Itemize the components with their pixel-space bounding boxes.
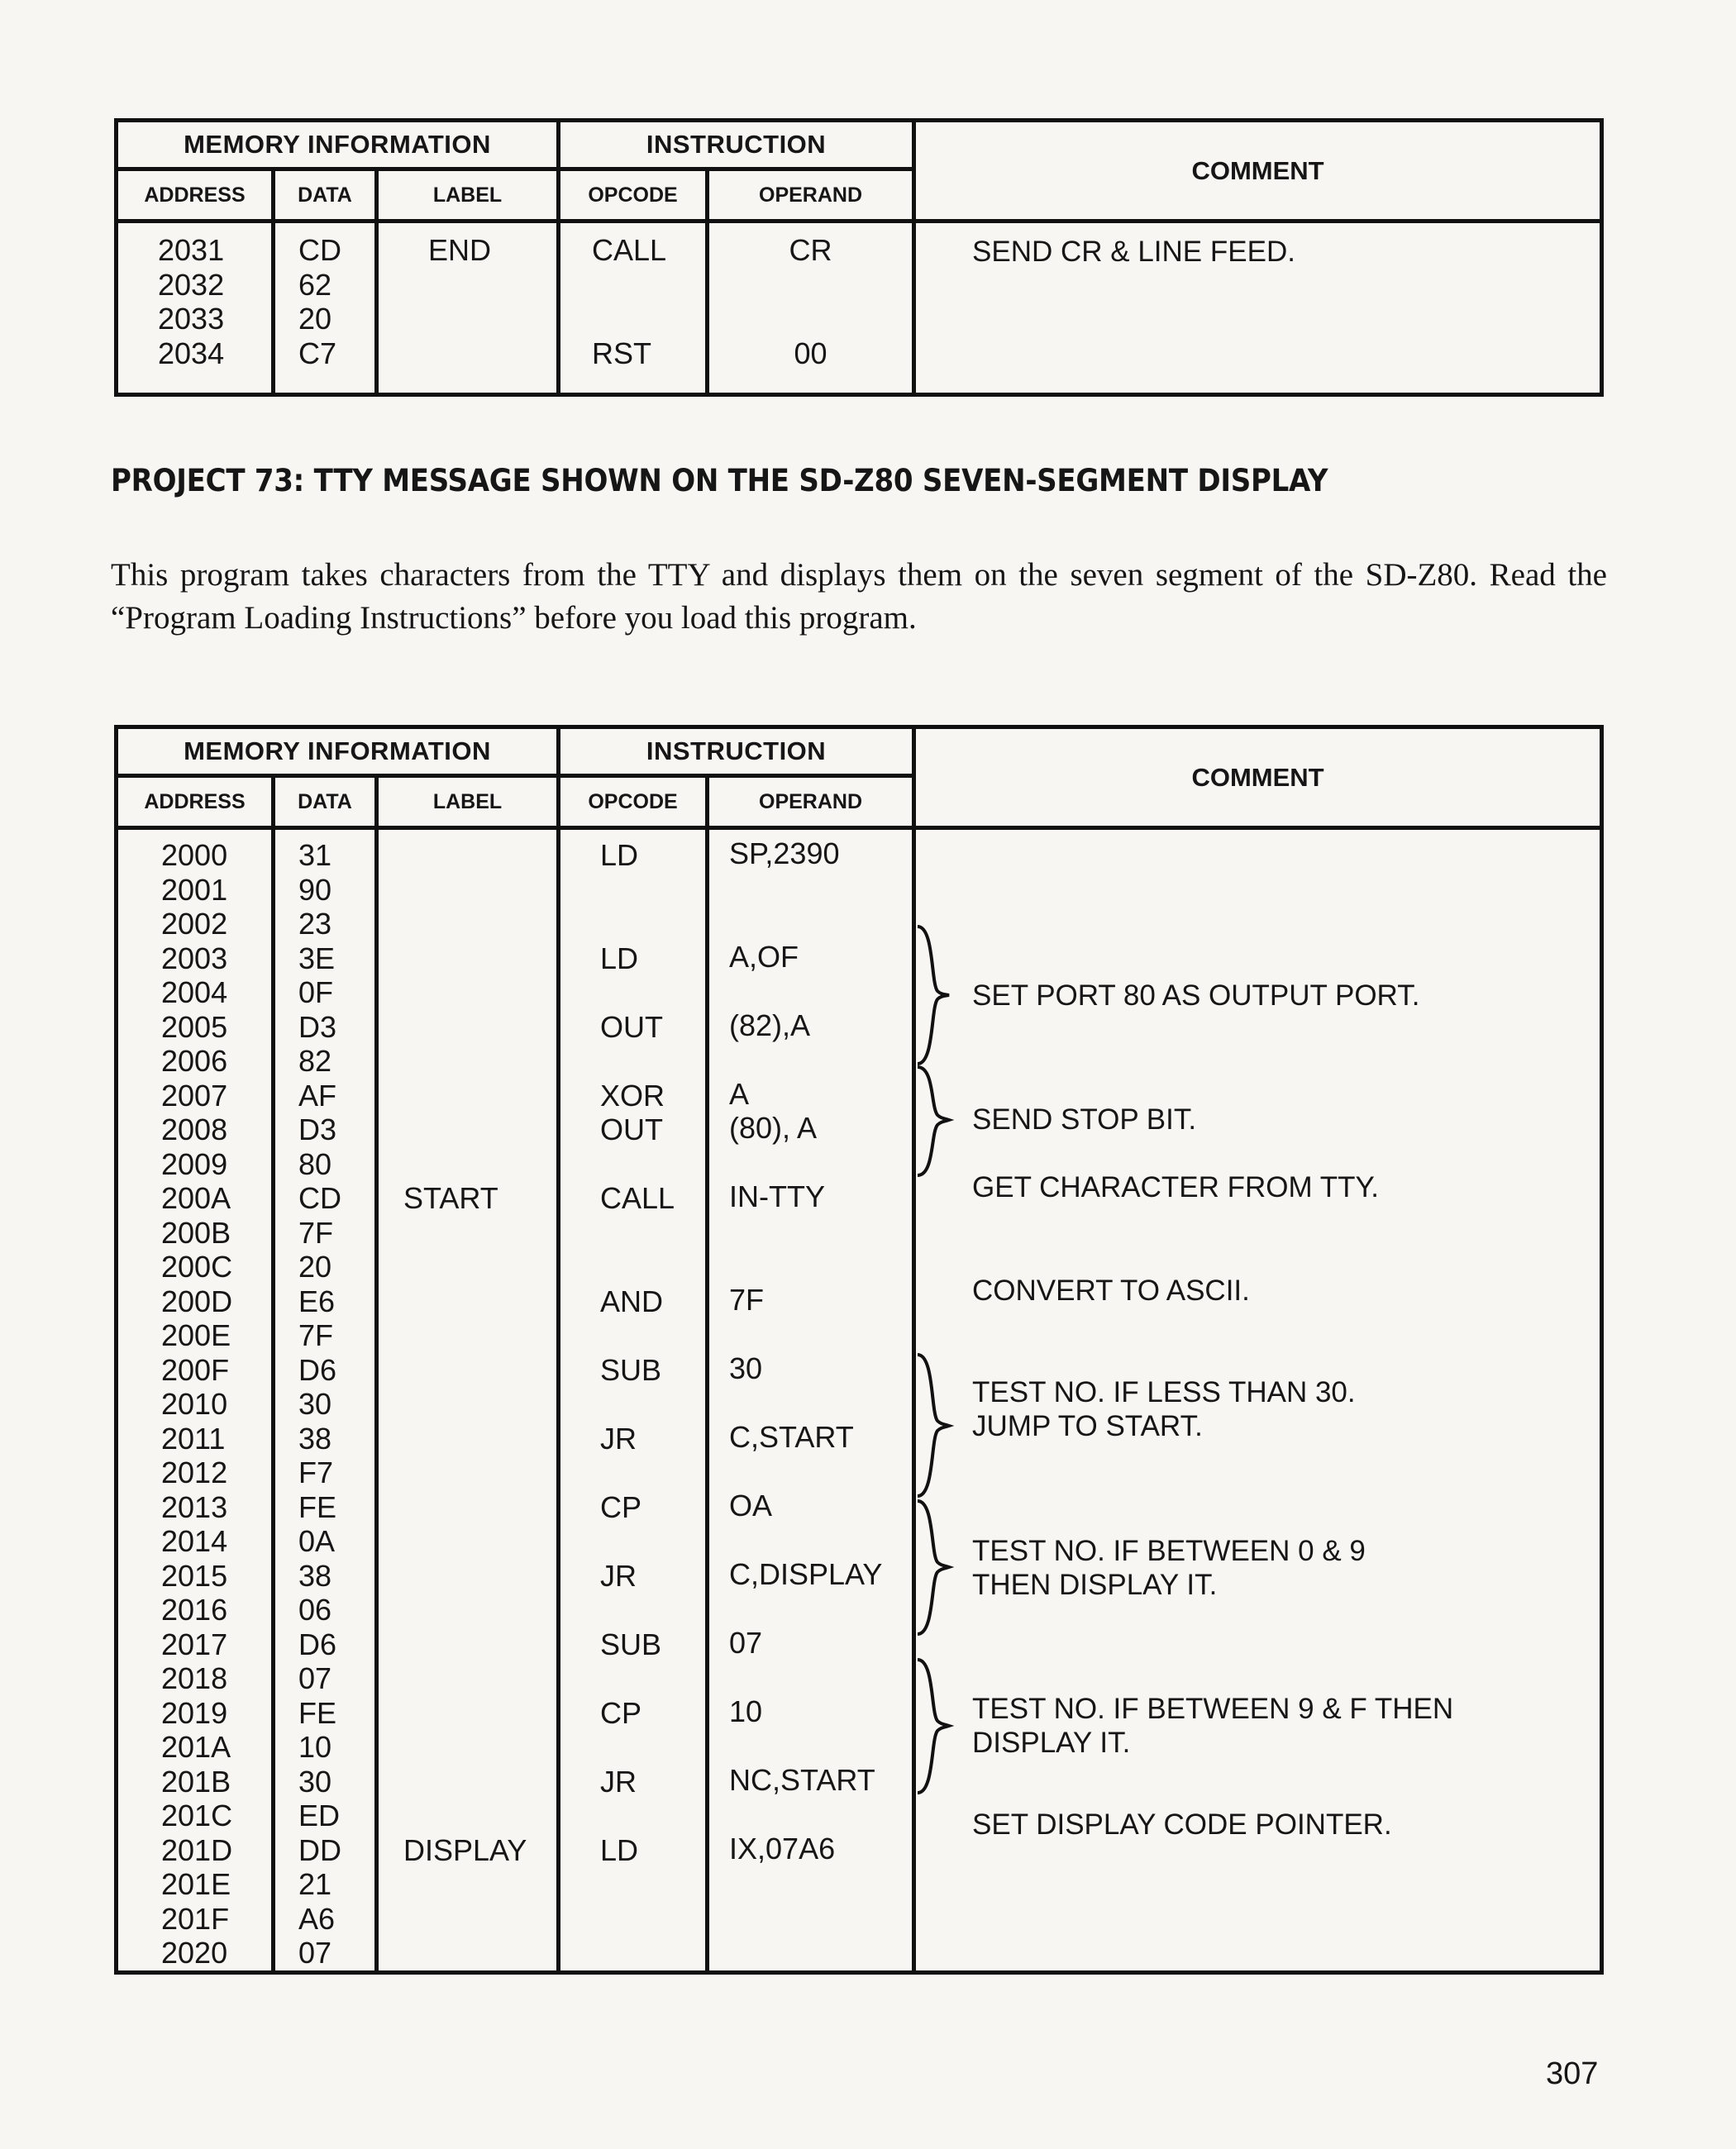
page-number: 307 [1546, 2056, 1599, 2091]
opcode-cell: JR [600, 1764, 637, 1799]
label-cell [379, 1387, 556, 1422]
operand-cell [709, 1797, 912, 1832]
data-cell: 20 [298, 302, 332, 336]
address-cell: 2019 [161, 1695, 228, 1730]
label-cell [379, 975, 556, 1010]
data-cell: ED [298, 1799, 341, 1832]
label-cell [379, 873, 556, 908]
data-header: DATA [274, 169, 377, 222]
opcode-cell [560, 873, 705, 908]
comment-text: THEN DISPLAY IT. [972, 1569, 1218, 1601]
address-cell: 200F [161, 1352, 230, 1387]
data-cell: 07 [298, 1661, 332, 1695]
address-cell: 201B [161, 1764, 231, 1799]
data-cell: D3 [298, 1009, 337, 1044]
operand-cell [709, 1042, 912, 1077]
operand-cell: A [729, 1076, 750, 1111]
comment-text: SET PORT 80 AS OUTPUT PORT. [972, 979, 1420, 1012]
operand-column [708, 828, 914, 1973]
label-cell: DISPLAY [403, 1832, 527, 1867]
label-column [377, 828, 559, 1973]
opcode-cell: CP [600, 1695, 642, 1730]
data-cell: A6 [298, 1901, 336, 1936]
address-cell: 2006 [161, 1044, 228, 1078]
opcode-cell [560, 1867, 705, 1902]
operand-cell [709, 1522, 912, 1557]
address-header: ADDRESS [117, 776, 274, 828]
address-cell: 200C [161, 1250, 233, 1284]
operand-cell [709, 871, 912, 906]
label-cell [379, 1524, 556, 1559]
label-cell [379, 1559, 556, 1594]
comment-header: COMMENT [914, 727, 1602, 828]
opcode-cell [560, 975, 705, 1010]
label-cell: START [403, 1181, 498, 1215]
address-cell: 2017 [161, 1627, 228, 1661]
address-cell: 2001 [161, 872, 228, 907]
instruction-header: INSTRUCTION [559, 121, 914, 169]
address-cell: 2013 [161, 1489, 228, 1524]
opcode-cell [560, 1387, 705, 1422]
brace-icon [916, 1658, 966, 1794]
operand-cell: 30 [729, 1351, 763, 1385]
opcode-cell [560, 1216, 705, 1251]
label-cell [379, 1730, 556, 1765]
data-cell: DD [298, 1832, 341, 1867]
address-cell: 2014 [161, 1524, 228, 1558]
opcode-cell: CP [600, 1489, 642, 1524]
opcode-cell [560, 1147, 705, 1182]
opcode-cell [560, 1799, 705, 1833]
operand-cell: NC,START [729, 1762, 875, 1797]
operand-cell [709, 1248, 912, 1283]
operand-cell: (82),A [729, 1008, 811, 1042]
opcode-cell: RST [592, 336, 652, 370]
data-cell: 82 [298, 1044, 332, 1078]
operand-cell [709, 302, 912, 336]
opcode-cell: LD [600, 941, 639, 975]
comment-text: JUMP TO START. [972, 1410, 1203, 1442]
data-cell: F7 [298, 1456, 334, 1489]
address-cell: 2031 [158, 233, 225, 267]
label-cell [379, 1490, 556, 1525]
opcode-cell [560, 907, 705, 941]
label-cell [379, 1044, 556, 1079]
address-cell: 2007 [161, 1078, 228, 1113]
operand-cell: CR [789, 233, 832, 267]
opcode-cell: LD [600, 838, 639, 872]
label-cell [379, 1456, 556, 1490]
listing-table-1 [114, 118, 1604, 397]
operand-cell [709, 1317, 912, 1351]
data-cell: D6 [298, 1627, 337, 1661]
operand-cell [709, 1385, 912, 1420]
data-cell: 62 [298, 267, 332, 302]
address-cell: 2034 [158, 336, 225, 370]
operand-cell: SP,2390 [729, 836, 840, 870]
address-cell: 2009 [161, 1146, 228, 1181]
project-heading: PROJECT 73: TTY MESSAGE SHOWN ON THE SD-Z80 SEVEN-SEGMENT DISPLAY [111, 463, 1328, 498]
operand-cell: 10 [729, 1694, 763, 1728]
label-cell [379, 1113, 556, 1147]
label-cell [379, 1010, 556, 1045]
opcode-cell: XOR [600, 1078, 665, 1113]
address-cell: 2033 [158, 302, 225, 336]
data-cell: 20 [298, 1250, 332, 1284]
operand-column [708, 222, 914, 395]
data-cell: 80 [298, 1146, 332, 1181]
opcode-cell: AND [600, 1284, 664, 1318]
brace-icon [916, 925, 966, 1065]
address-cell: 200B [161, 1215, 231, 1250]
data-cell: 07 [298, 1936, 332, 1970]
operand-cell: (80), A [729, 1111, 818, 1145]
instruction-header: INSTRUCTION [559, 727, 914, 776]
opcode-cell: CALL [600, 1181, 675, 1215]
opcode-cell [560, 268, 705, 303]
opcode-cell [560, 1524, 705, 1559]
opcode-column [559, 828, 708, 1973]
label-header: LABEL [377, 169, 559, 222]
label-cell [379, 1902, 556, 1937]
comment-column [914, 828, 1602, 1973]
label-cell: END [428, 233, 492, 267]
data-cell: FE [298, 1489, 337, 1524]
operand-header: OPERAND [708, 776, 914, 828]
opcode-cell: OUT [600, 1009, 664, 1044]
data-cell: 7F [298, 1318, 334, 1352]
address-header: ADDRESS [117, 169, 274, 222]
operand-cell: 00 [794, 336, 827, 370]
label-cell [379, 1250, 556, 1284]
data-column [274, 222, 377, 395]
data-cell: 38 [298, 1558, 332, 1593]
operand-cell: 7F [729, 1282, 765, 1317]
comment-text: SET DISPLAY CODE POINTER. [972, 1808, 1392, 1841]
brace-icon [916, 1499, 966, 1636]
label-cell [379, 907, 556, 941]
comment-text: SEND STOP BIT. [972, 1103, 1197, 1136]
operand-cell [709, 268, 912, 303]
opcode-header: OPCODE [559, 776, 708, 828]
operand-cell [709, 1591, 912, 1626]
opcode-cell: SUB [600, 1352, 662, 1387]
data-cell: 38 [298, 1421, 332, 1456]
data-column [274, 828, 377, 1973]
comment-text: CONVERT TO ASCII. [972, 1275, 1250, 1307]
data-cell: C7 [298, 336, 337, 370]
operand-cell: C,START [729, 1419, 854, 1454]
label-cell [379, 1661, 556, 1696]
label-cell [379, 268, 556, 303]
data-cell: 90 [298, 872, 332, 907]
operand-cell [709, 1900, 912, 1935]
operand-cell [709, 1660, 912, 1694]
address-cell: 200E [161, 1318, 231, 1352]
data-cell: 06 [298, 1593, 332, 1627]
data-cell: 23 [298, 907, 332, 941]
data-cell: CD [298, 233, 341, 267]
opcode-cell: CALL [592, 233, 667, 267]
operand-cell: IX,07A6 [729, 1831, 836, 1865]
label-cell [379, 1216, 556, 1251]
operand-header: OPERAND [708, 169, 914, 222]
opcode-cell [560, 1730, 705, 1765]
comment-text: GET CHARACTER FROM TTY. [972, 1171, 1380, 1203]
operand-cell: OA [729, 1488, 773, 1522]
opcode-cell [560, 1902, 705, 1937]
opcode-cell [560, 1044, 705, 1079]
address-cell: 2003 [161, 941, 228, 975]
operand-cell [709, 974, 912, 1008]
address-cell: 201D [161, 1832, 233, 1867]
opcode-cell [560, 1593, 705, 1627]
brace-icon [916, 1353, 966, 1498]
data-cell: 31 [298, 838, 332, 872]
address-cell: 2004 [161, 975, 228, 1009]
address-cell: 201A [161, 1730, 231, 1764]
label-cell [379, 1284, 556, 1319]
operand-cell: A,OF [729, 939, 799, 974]
label-cell [379, 1696, 556, 1731]
memory-information-header: MEMORY INFORMATION [117, 121, 559, 169]
operand-cell [709, 1865, 912, 1900]
intro-paragraph: This program takes characters from the TTY and displays them on the seven segment of the SD-Z80. Read the “Program Loading Instructions” before you load this program. [111, 557, 1607, 636]
address-column [117, 828, 274, 1973]
label-cell [379, 838, 556, 873]
address-cell: 2002 [161, 907, 228, 941]
opcode-cell: LD [600, 1832, 639, 1867]
comment-text: TEST NO. IF LESS THAN 30. [972, 1376, 1356, 1408]
address-cell: 2018 [161, 1661, 228, 1695]
address-cell: 2012 [161, 1456, 228, 1489]
data-cell: 21 [298, 1867, 332, 1901]
opcode-cell: JR [600, 1558, 637, 1593]
opcode-cell [560, 1661, 705, 1696]
address-cell: 2016 [161, 1593, 228, 1627]
comment-text: TEST NO. IF BETWEEN 9 & F THEN [972, 1693, 1454, 1725]
label-cell [379, 1353, 556, 1388]
data-cell: 10 [298, 1730, 332, 1764]
comment-text: TEST NO. IF BETWEEN 0 & 9 [972, 1535, 1366, 1567]
address-cell: 200A [161, 1181, 231, 1215]
address-cell: 2020 [161, 1936, 228, 1970]
address-cell: 2032 [158, 267, 225, 302]
address-column [117, 222, 274, 395]
data-cell: D3 [298, 1113, 337, 1146]
operand-cell: 07 [729, 1625, 763, 1660]
address-cell: 2008 [161, 1113, 228, 1146]
opcode-header: OPCODE [559, 169, 708, 222]
address-cell: 201C [161, 1799, 233, 1832]
label-cell [379, 1936, 556, 1970]
operand-cell [709, 1728, 912, 1763]
operand-cell [709, 1146, 912, 1180]
data-cell: AF [298, 1078, 337, 1113]
data-cell: E6 [298, 1284, 336, 1318]
data-cell: 7F [298, 1215, 334, 1250]
label-cell [379, 1318, 556, 1353]
operand-cell [709, 1454, 912, 1489]
data-cell: 30 [298, 1387, 332, 1421]
label-cell [379, 336, 556, 371]
operand-cell: IN-TTY [729, 1179, 825, 1213]
label-cell [379, 1079, 556, 1113]
comment-text: DISPLAY IT. [972, 1727, 1131, 1759]
opcode-cell: SUB [600, 1627, 662, 1661]
label-cell [379, 1799, 556, 1833]
label-cell [379, 302, 556, 336]
address-cell: 201F [161, 1901, 230, 1936]
comment-text: SEND CR & LINE FEED. [972, 236, 1295, 268]
comment-header: COMMENT [914, 121, 1602, 222]
data-cell: CD [298, 1181, 341, 1215]
address-cell: 2005 [161, 1009, 228, 1044]
opcode-cell [560, 1318, 705, 1353]
opcode-cell: JR [600, 1421, 637, 1456]
operand-cell [709, 1214, 912, 1249]
comment-column [914, 222, 1602, 395]
memory-information-header: MEMORY INFORMATION [117, 727, 559, 776]
data-cell: FE [298, 1695, 337, 1730]
label-cell [379, 1147, 556, 1182]
operand-cell: C,DISPLAY [729, 1556, 883, 1591]
label-cell [379, 1627, 556, 1662]
label-cell [379, 941, 556, 976]
data-header: DATA [274, 776, 377, 828]
brace-icon [916, 1065, 966, 1177]
operand-cell [709, 1934, 912, 1969]
label-cell [379, 1422, 556, 1456]
data-cell: 3E [298, 941, 336, 975]
address-cell: 2000 [161, 838, 228, 872]
label-cell [379, 1867, 556, 1902]
opcode-cell [560, 1936, 705, 1970]
data-cell: D6 [298, 1352, 337, 1387]
label-column [377, 222, 559, 395]
opcode-column [559, 222, 708, 395]
data-cell: 0A [298, 1524, 336, 1558]
opcode-cell [560, 302, 705, 336]
label-cell [379, 1765, 556, 1799]
operand-cell [709, 905, 912, 940]
address-cell: 2015 [161, 1558, 228, 1593]
address-cell: 201E [161, 1867, 231, 1901]
label-header: LABEL [377, 776, 559, 828]
address-cell: 2010 [161, 1387, 228, 1421]
opcode-cell [560, 1250, 705, 1284]
label-cell [379, 1593, 556, 1627]
listing-table-2 [114, 725, 1604, 1975]
opcode-cell [560, 1456, 705, 1490]
address-cell: 200D [161, 1284, 233, 1318]
opcode-cell: OUT [600, 1113, 664, 1146]
data-cell: 0F [298, 975, 334, 1009]
data-cell: 30 [298, 1764, 332, 1799]
address-cell: 2011 [161, 1421, 226, 1456]
